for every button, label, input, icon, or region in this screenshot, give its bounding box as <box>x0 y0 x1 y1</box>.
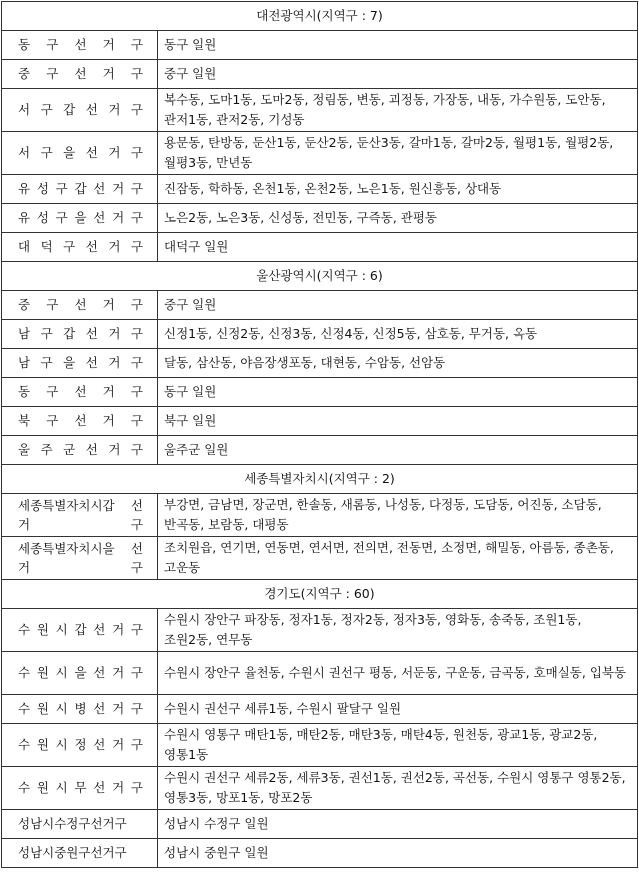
table-row <box>2 132 638 175</box>
table-row <box>2 320 638 349</box>
district-name: 남 구 을 선 거 구 <box>2 349 158 378</box>
district-name: 울 주 군 선 거 구 <box>2 436 158 465</box>
district-areas: 복수동, 도마1동, 도마2동, 정림동, 변동, 괴정동, 가장동, 내동, 가수원동, 도안동, 관저1동, 관저2동, 기성동 <box>158 89 638 132</box>
district-areas: 신정1동, 신정2동, 신정3동, 신정4동, 신정5동, 삼호동, 무거동, 옥동 <box>158 320 638 349</box>
table-row <box>2 695 638 724</box>
district-name: 동 구 선 거 구 <box>2 31 158 60</box>
section-header-gyeonggi: 경기도(지역구 : 60) <box>2 580 638 609</box>
table-row <box>2 839 638 868</box>
table-row <box>2 609 638 652</box>
district-name: 수 원 시 갑 선 거 구 <box>2 609 158 652</box>
district-areas: 수원시 영통구 매탄1동, 매탄2동, 매탄3동, 매탄4동, 원천동, 광교1동, 광교2동, 영통1동 <box>158 724 638 767</box>
table-row <box>2 767 638 810</box>
district-areas: 수원시 장안구 율천동, 수원시 권선구 평동, 서둔동, 구운동, 금곡동, 호매실동, 입북동 <box>158 652 638 695</box>
table-row <box>2 349 638 378</box>
district-areas: 수원시 장안구 파장동, 정자1동, 정자2동, 정자3동, 영화동, 송죽동, 조원1동, 조원2동, 연무동 <box>158 609 638 652</box>
district-areas: 용문동, 탄방동, 둔산1동, 둔산2동, 둔산3동, 갈마1동, 갈마2동, 월평1동, 월평2동, 월평3동, 만년동 <box>158 132 638 175</box>
district-table <box>1 1 638 868</box>
table-row <box>2 494 638 537</box>
table-row <box>2 60 638 89</box>
district-areas: 북구 일원 <box>158 407 638 436</box>
table-row <box>2 204 638 233</box>
section-header-sejong: 세종특별자치시(지역구 : 2) <box>2 465 638 494</box>
district-areas: 동구 일원 <box>158 31 638 60</box>
district-name: 서 구 을 선 거 구 <box>2 132 158 175</box>
district-name: 남 구 갑 선 거 구 <box>2 320 158 349</box>
district-areas: 노은2동, 노은3동, 신성동, 전민동, 구즉동, 관평동 <box>158 204 638 233</box>
district-areas: 수원시 권선구 세류2동, 세류3동, 권선1동, 권선2동, 곡선동, 수원시 영통구 영통2동, 영통3동, 망포1동, 망포2동 <box>158 767 638 810</box>
district-name: 수 원 시 을 선 거 구 <box>2 652 158 695</box>
district-name: 성남시중원구선거구 <box>2 839 158 868</box>
section-header-ulsan: 울산광역시(지역구 : 6) <box>2 262 638 291</box>
district-name: 유 성 구 을 선 거 구 <box>2 204 158 233</box>
district-areas: 성남시 수정구 일원 <box>158 810 638 839</box>
district-name: 동 구 선 거 구 <box>2 378 158 407</box>
district-name: 중 구 선 거 구 <box>2 60 158 89</box>
district-areas: 대덕구 일원 <box>158 233 638 262</box>
table-row <box>2 810 638 839</box>
district-name: 중 구 선 거 구 <box>2 291 158 320</box>
district-areas: 수원시 권선구 세류1동, 수원시 팔달구 일원 <box>158 695 638 724</box>
district-areas: 중구 일원 <box>158 60 638 89</box>
district-name: 수 원 시 병 선 거 구 <box>2 695 158 724</box>
district-areas: 달동, 삼산동, 야음장생포동, 대현동, 수암동, 선암동 <box>158 349 638 378</box>
district-areas: 울주군 일원 <box>158 436 638 465</box>
district-areas: 성남시 중원구 일원 <box>158 839 638 868</box>
district-name: 세종특별자치시을 선 거 구 <box>2 537 158 580</box>
district-name: 성남시수정구선거구 <box>2 810 158 839</box>
table-row <box>2 652 638 695</box>
district-name: 수 원 시 정 선 거 구 <box>2 724 158 767</box>
table-row <box>2 31 638 60</box>
district-areas: 진잠동, 학하동, 온천1동, 온천2동, 노은1동, 원신흥동, 상대동 <box>158 175 638 204</box>
district-areas: 동구 일원 <box>158 378 638 407</box>
district-name: 수 원 시 무 선 거 구 <box>2 767 158 810</box>
table-row <box>2 436 638 465</box>
district-areas: 조치원읍, 연기면, 연동면, 연서면, 전의면, 전동면, 소정면, 해밀동, 아름동, 종촌동, 고운동 <box>158 537 638 580</box>
district-name: 서 구 갑 선 거 구 <box>2 89 158 132</box>
district-areas: 중구 일원 <box>158 291 638 320</box>
table-row <box>2 537 638 580</box>
table-row <box>2 89 638 132</box>
table-row <box>2 378 638 407</box>
district-name: 북 구 선 거 구 <box>2 407 158 436</box>
section-header-daejeon: 대전광역시(지역구 : 7) <box>2 2 638 31</box>
table-row <box>2 291 638 320</box>
district-name: 유 성 구 갑 선 거 구 <box>2 175 158 204</box>
district-name: 대 덕 구 선 거 구 <box>2 233 158 262</box>
district-name: 세종특별자치시갑 선 거 구 <box>2 494 158 537</box>
district-areas: 부강면, 금남면, 장군면, 한솔동, 새롬동, 나성동, 다정동, 도담동, 어진동, 소담동, 반곡동, 보람동, 대평동 <box>158 494 638 537</box>
table-row <box>2 724 638 767</box>
table-row <box>2 233 638 262</box>
table-row <box>2 407 638 436</box>
table-row <box>2 175 638 204</box>
